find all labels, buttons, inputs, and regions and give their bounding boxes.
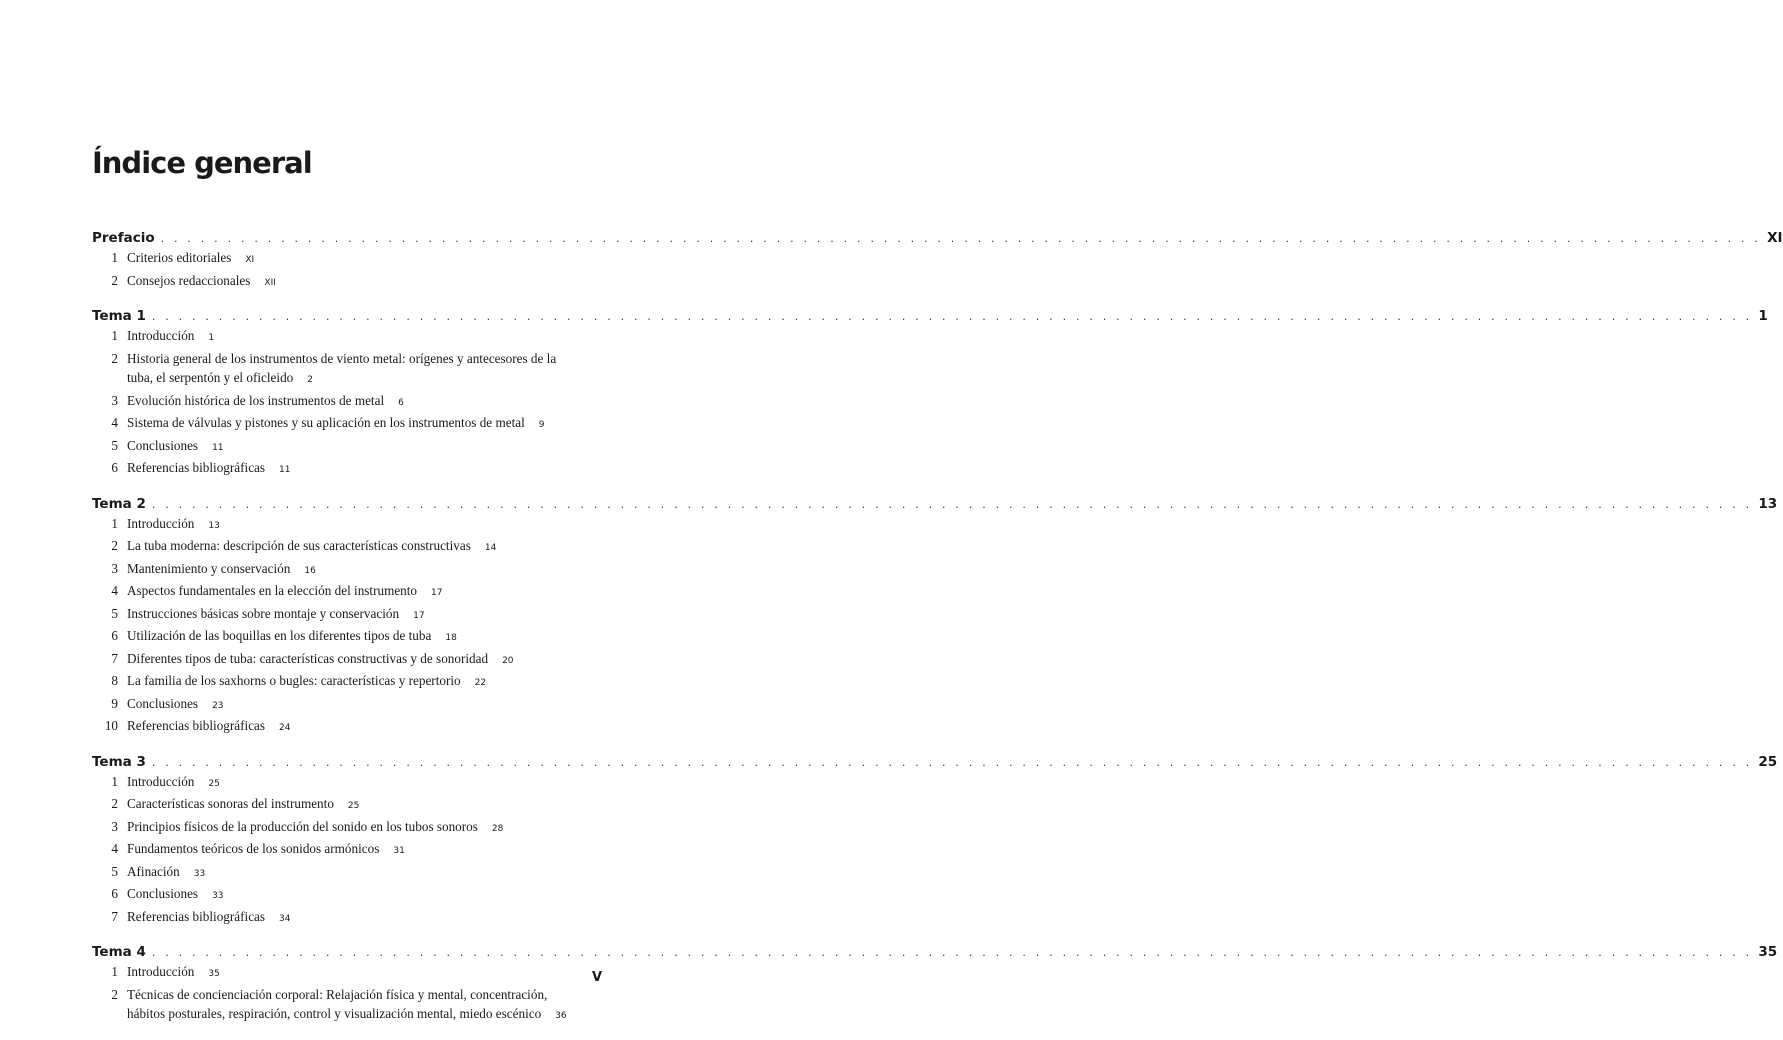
entry-text xyxy=(127,413,567,436)
entry-title: La familia de los saxhorns o bugles: características y repertorio xyxy=(127,673,461,688)
entry-number: 5 xyxy=(111,437,118,453)
entry-page-number: 23 xyxy=(212,700,224,711)
entry-page-number: 33 xyxy=(193,868,206,879)
entry-page-number: 1 xyxy=(208,333,215,343)
dot-leader: . . . . . . . . . . . . . . . . . . . . . . . . . . . . . . . . . . . . . . . . . . . . . . . . . . . . . . . . . . . . . . . . . . . . . . . . . . . . . . . . . . . . . . . . . . . . . . . . . . . . . . . . . . . . . . . . . . . . . . . . xyxy=(151,946,1753,959)
entry-number: 7 xyxy=(111,650,118,666)
entry-number: 4 xyxy=(111,415,118,430)
toc-entry[interactable] xyxy=(92,817,604,840)
entry-title: Historia general de los instrumentos de viento metal: orígenes y antecesores de la tuba, el serpentón y el oficleido xyxy=(127,350,557,385)
entry-page-number: 31 xyxy=(393,846,405,856)
entry-title: Principios físicos de la producción del sonido en los tubos sonoros xyxy=(127,818,478,834)
entry-text xyxy=(127,458,567,481)
entry-title: Conclusiones xyxy=(127,695,199,711)
entry-page-number: 36 xyxy=(555,1011,567,1021)
entry-text xyxy=(127,391,567,414)
entry-page-number: 25 xyxy=(347,801,360,811)
entry-text xyxy=(127,962,567,985)
entry-page-number: 9 xyxy=(538,420,545,430)
entry-title: Técnicas de concienciación corporal: Relajación física y mental, concentración, hábitos posturales, respiración, control y visualización mental, miedo escénico xyxy=(127,986,548,1021)
entry-title: La tuba moderna: descripción de sus características constructivas xyxy=(127,538,471,553)
entry-number: 8 xyxy=(111,673,118,688)
entry-number: 10 xyxy=(104,718,118,733)
entry-title: Introducción xyxy=(127,964,195,979)
dot-leader: . . . . . . . . . . . . . . . . . . . . . . . . . . . . . . . . . . . . . . . . . . . . . . . . . . . . . . . . . . . . . . . . . . . . . . . . . . . . . . . . . . . . . . . . . . . . . . . . . . . . . . . . . . . . . . . . . . . . . . . . xyxy=(151,497,1753,511)
toc-entry[interactable] xyxy=(92,436,604,459)
entry-number: 2 xyxy=(111,272,118,288)
chapter-heading[interactable] xyxy=(92,494,1778,514)
entry-number: 4 xyxy=(111,841,118,856)
toc-entry[interactable] xyxy=(92,514,604,537)
chapter-title: Tema 2 xyxy=(92,495,146,512)
entry-page-number: 28 xyxy=(491,823,504,834)
entry-number: 3 xyxy=(111,560,118,576)
entry-number: 1 xyxy=(111,250,118,265)
toc-entry[interactable] xyxy=(92,862,604,885)
entry-number: 5 xyxy=(111,863,118,879)
entry-number: 1 xyxy=(111,515,118,531)
entry-page-number: 11 xyxy=(279,465,291,475)
toc-entry[interactable] xyxy=(92,907,604,930)
entry-page-number: 17 xyxy=(431,588,443,598)
toc-chapter xyxy=(92,942,1778,1027)
toc-entry[interactable] xyxy=(92,604,604,627)
entry-number: 2 xyxy=(111,538,118,553)
entry-title: Aspectos fundamentales en la elección del instrumento xyxy=(127,583,418,598)
entry-title: Referencias bibliográficas xyxy=(127,908,266,924)
entry-text xyxy=(127,536,567,559)
chapter-heading[interactable] xyxy=(92,942,1778,962)
toc-entry[interactable] xyxy=(92,391,604,414)
entry-title: Características sonoras del instrumento xyxy=(127,796,334,811)
toc-entry[interactable] xyxy=(92,458,604,481)
entry-title: Introducción xyxy=(127,773,195,789)
entry-text xyxy=(127,326,567,349)
toc-entry[interactable] xyxy=(92,626,604,649)
entry-title: Referencias bibliográficas xyxy=(127,718,266,733)
toc-entry[interactable] xyxy=(92,694,604,717)
entry-number: 9 xyxy=(111,695,118,711)
entry-page-number: 18 xyxy=(445,633,457,643)
toc-entry[interactable] xyxy=(92,794,604,817)
page-title: Índice general xyxy=(92,146,312,180)
chapter-title: Tema 4 xyxy=(92,944,146,960)
entry-text xyxy=(127,794,567,817)
chapter-page-number: 1 xyxy=(1758,308,1768,324)
entry-page-number: XI xyxy=(245,255,255,265)
toc-entry[interactable] xyxy=(92,884,604,907)
entry-number: 3 xyxy=(111,392,118,408)
entry-title: Criterios editoriales xyxy=(127,250,232,265)
entry-title: Evolución histórica de los instrumentos de metal xyxy=(127,392,385,408)
entry-page-number: 33 xyxy=(212,891,224,901)
entry-title: Introducción xyxy=(127,515,195,531)
toc-entry[interactable] xyxy=(92,349,604,391)
entry-number: 5 xyxy=(111,605,118,621)
chapter-heading[interactable] xyxy=(92,306,1768,326)
entry-title: Mantenimiento y conservación xyxy=(127,560,291,576)
entry-text xyxy=(127,604,567,627)
toc-chapter xyxy=(92,494,1778,739)
entry-text xyxy=(127,772,567,795)
entry-number: 1 xyxy=(111,964,118,979)
entry-page-number: 14 xyxy=(484,543,497,553)
entry-text xyxy=(127,581,567,604)
toc-entry[interactable] xyxy=(92,581,604,604)
toc-entry[interactable] xyxy=(92,413,604,436)
entry-text xyxy=(127,862,567,885)
chapter-heading[interactable] xyxy=(92,228,1783,248)
entry-number: 3 xyxy=(111,818,118,834)
dot-leader: . . . . . . . . . . . . . . . . . . . . . . . . . . . . . . . . . . . . . . . . . . . . . . . . . . . . . . . . . . . . . . . . . . . . . . . . . . . . . . . . . . . . . . . . . . . . . . . . . . . . . . . . . . . . . . . . . . . . . . . . xyxy=(160,232,1762,245)
toc-entry[interactable] xyxy=(92,772,604,795)
entry-text xyxy=(127,694,567,717)
entry-title: Diferentes tipos de tuba: características constructivas y de sonoridad xyxy=(127,650,489,666)
entry-text xyxy=(127,716,567,739)
entry-number: 2 xyxy=(111,350,118,366)
entry-title: Afinación xyxy=(127,863,180,879)
entry-page-number: 22 xyxy=(474,678,487,688)
entry-number: 6 xyxy=(111,886,118,901)
entry-text xyxy=(127,626,567,649)
entry-text xyxy=(127,671,567,694)
entry-text xyxy=(127,271,567,294)
toc-entry[interactable] xyxy=(92,839,604,862)
entry-number: 1 xyxy=(111,328,118,343)
entry-text xyxy=(127,884,567,907)
entry-page-number: 6 xyxy=(398,397,404,408)
entry-text xyxy=(127,559,567,582)
chapter-title: Prefacio xyxy=(92,230,155,246)
entry-title: Referencias bibliográficas xyxy=(127,460,266,475)
chapter-title: Tema 3 xyxy=(92,753,146,770)
toc-entry[interactable] xyxy=(92,326,604,349)
entry-title: Consejos redaccionales xyxy=(127,272,251,288)
entry-page-number: 11 xyxy=(212,442,224,453)
entry-text xyxy=(127,436,567,459)
entry-page-number: 16 xyxy=(304,565,316,576)
entry-number: 2 xyxy=(111,986,118,1002)
toc-entry[interactable] xyxy=(92,248,604,271)
entry-page-number: 34 xyxy=(279,913,291,924)
chapter-page-number: 13 xyxy=(1758,495,1778,512)
chapter-page-number: 25 xyxy=(1758,753,1778,770)
entry-title: Conclusiones xyxy=(127,886,199,901)
entry-page-number: 13 xyxy=(208,520,220,531)
entry-page-number: 17 xyxy=(413,610,425,621)
entry-page-number: 25 xyxy=(208,778,220,789)
toc-entry[interactable] xyxy=(92,716,604,739)
entry-text xyxy=(127,514,567,537)
toc-entry[interactable] xyxy=(92,559,604,582)
entry-page-number: XII xyxy=(264,277,276,288)
entry-title: Conclusiones xyxy=(127,437,199,453)
entry-title: Sistema de válvulas y pistones y su aplicación en los instrumentos de metal xyxy=(127,415,525,430)
toc-entry[interactable] xyxy=(92,962,604,985)
entry-text xyxy=(127,817,567,840)
toc-entry[interactable] xyxy=(92,536,604,559)
entry-number: 4 xyxy=(111,583,118,598)
entry-number: 7 xyxy=(111,908,118,924)
chapter-heading[interactable] xyxy=(92,752,1778,772)
entry-page-number: 24 xyxy=(279,723,291,733)
chapter-title: Tema 1 xyxy=(92,308,146,324)
toc-entry[interactable] xyxy=(92,671,604,694)
entry-text xyxy=(127,985,567,1027)
chapter-page-number: XI xyxy=(1767,230,1783,246)
chapter-page-number: 35 xyxy=(1758,944,1778,960)
entry-text xyxy=(127,839,567,862)
entry-text xyxy=(127,248,567,271)
toc-entry[interactable] xyxy=(92,649,604,672)
table-of-contents xyxy=(92,228,1783,1040)
toc-chapter xyxy=(92,306,1768,481)
entry-text xyxy=(127,349,567,391)
entry-number: 6 xyxy=(111,460,118,475)
toc-chapter xyxy=(92,752,1778,930)
entry-title: Fundamentos teóricos de los sonidos armónicos xyxy=(127,841,380,856)
entry-title: Introducción xyxy=(127,328,195,343)
entry-page-number: 20 xyxy=(502,655,514,666)
entry-number: 2 xyxy=(111,796,118,811)
entry-title: Instrucciones básicas sobre montaje y conservación xyxy=(127,605,400,621)
entry-text xyxy=(127,907,567,930)
entry-number: 1 xyxy=(111,773,118,789)
toc-entry[interactable] xyxy=(92,985,604,1027)
toc-entry[interactable] xyxy=(92,271,604,294)
entry-title: Utilización de las boquillas en los diferentes tipos de tuba xyxy=(127,628,432,643)
entry-page-number: 35 xyxy=(208,969,220,979)
entry-page-number: 2 xyxy=(307,375,313,385)
dot-leader: . . . . . . . . . . . . . . . . . . . . . . . . . . . . . . . . . . . . . . . . . . . . . . . . . . . . . . . . . . . . . . . . . . . . . . . . . . . . . . . . . . . . . . . . . . . . . . . . . . . . . . . . . . . . . . . . . . . . . . . . xyxy=(151,310,1753,323)
toc-chapter xyxy=(92,228,1783,293)
entry-number: 6 xyxy=(111,628,118,643)
page-number: V xyxy=(592,970,603,985)
dot-leader: . . . . . . . . . . . . . . . . . . . . . . . . . . . . . . . . . . . . . . . . . . . . . . . . . . . . . . . . . . . . . . . . . . . . . . . . . . . . . . . . . . . . . . . . . . . . . . . . . . . . . . . . . . . . . . . . . . . . . . . . xyxy=(151,755,1753,769)
entry-text xyxy=(127,649,567,672)
